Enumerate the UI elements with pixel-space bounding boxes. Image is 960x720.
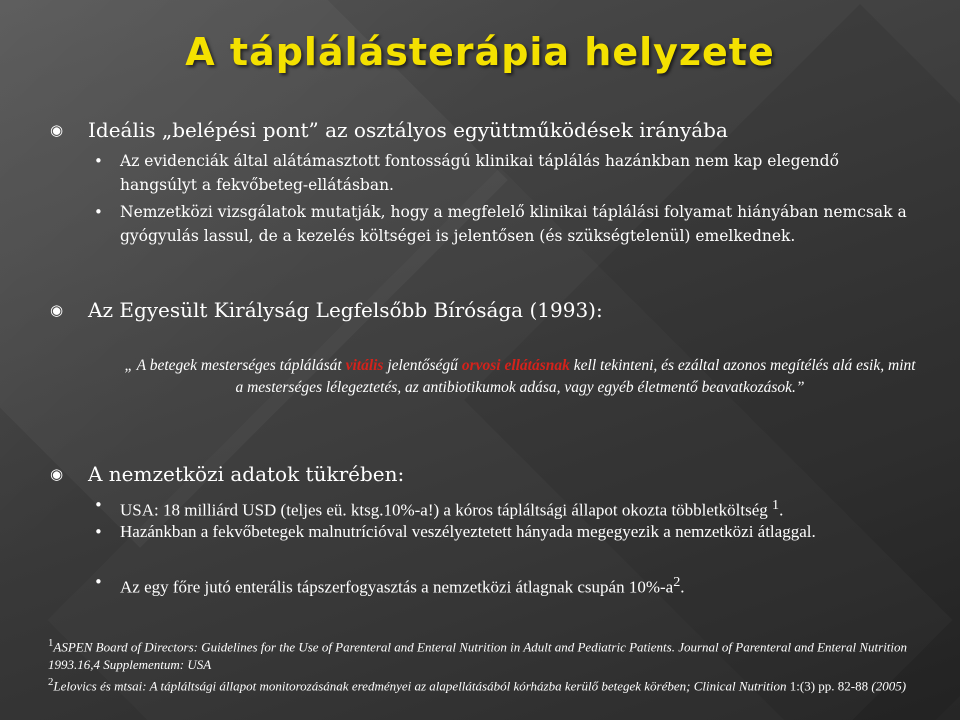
- section-heading: [50, 118, 918, 142]
- quote-highlight: vitális: [345, 357, 384, 374]
- quote-text: kell tekinteni, és ezáltal azonos megítélés alá esik, mint a mesterséges lélegeztetés, az antibiotikumok adása, vagy egyéb életmentő beavatkozások.”: [235, 357, 916, 396]
- target-bullet-icon: ◉: [50, 301, 64, 319]
- footnote-number: 2: [48, 676, 54, 688]
- list-item-text: Nemzetközi vizsgálatok mutatják, hogy a megfelelő klinikai táplálási folyamat hiányában nemcsak a gyógyulás lassul, de a kezelés költségei is jelentősen (és szükségtelenül) emelkednek.: [120, 203, 907, 245]
- dot-bullet-icon: •: [94, 152, 103, 170]
- section-heading: [50, 462, 918, 486]
- dot-bullet-icon: •: [94, 203, 103, 221]
- section-heading-text: Az Egyesült Királyság Legfelsőbb Bírósága (1993):: [88, 298, 603, 322]
- slide-title: A táplálásterápia helyzete: [185, 30, 775, 74]
- footnote-text: ASPEN Board of Directors: Guidelines for the Use of Parenteral and Enteral Nutrition in Adult and Pediatric Patients. Journal of Parenteral and Enteral Nutrition 1993.16,4 Supplementum: USA: [48, 639, 908, 673]
- list-item-end: .: [779, 500, 784, 520]
- quote-text: „ A betegek mesterséges táplálását: [124, 357, 346, 374]
- footnote-text: Lelovics és mtsai: A tápláltsági állapot monitorozásának eredményei az alapellátásából kórházba kerülő betegek körében; Clinical Nutrition: [53, 678, 787, 694]
- section-heading-text: Ideális „belépési pont” az osztályos együttműködések irányába: [88, 118, 728, 142]
- court-quote: [120, 355, 920, 399]
- quote-highlight: orvosi ellátásnak: [461, 357, 570, 374]
- list-item-text: USA: 18 milliárd USD (teljes eü. ktsg.10%-a!) a kóros tápláltsági állapot okozta többletköltség: [120, 500, 773, 520]
- footnote-text-plain: 1:(3) pp. 82-88: [786, 678, 872, 694]
- list-item-text: Az egy főre jutó enterális tápszerfogyasztás a nemzetközi átlagnak csupán 10%-a: [120, 577, 674, 597]
- section-heading: [50, 298, 918, 322]
- footnote: [48, 673, 918, 695]
- quote-text: jelentőségű: [383, 357, 462, 374]
- list-item: [94, 493, 920, 523]
- target-bullet-icon: ◉: [50, 121, 64, 139]
- list-item: [94, 200, 920, 248]
- dot-bullet-icon: •: [94, 496, 103, 514]
- list-item: [94, 520, 920, 544]
- list-item: [94, 570, 920, 600]
- section-heading-text: A nemzetközi adatok tükrében:: [88, 462, 405, 486]
- footnote-ref: 2: [673, 574, 681, 590]
- list-item-end: .: [680, 577, 685, 597]
- list-item-text: Az evidenciák által alátámasztott fontosságú klinikai táplálás hazánkban nem kap elegendő hangsúlyt a fekvőbeteg-ellátásban.: [120, 152, 839, 194]
- list-item: [94, 149, 920, 197]
- footnote-ref: 1: [772, 497, 780, 513]
- dot-bullet-icon: •: [94, 573, 103, 591]
- dot-bullet-icon: •: [94, 523, 103, 541]
- footnote-number: 1: [48, 637, 54, 649]
- footnote-year: (2005): [871, 678, 907, 694]
- list-item-text: Hazánkban a fekvőbetegek malnutrícióval veszélyeztetett hányada megegyezik a nemzetközi átlaggal.: [120, 522, 816, 541]
- footnote: [48, 634, 918, 674]
- target-bullet-icon: ◉: [50, 465, 64, 483]
